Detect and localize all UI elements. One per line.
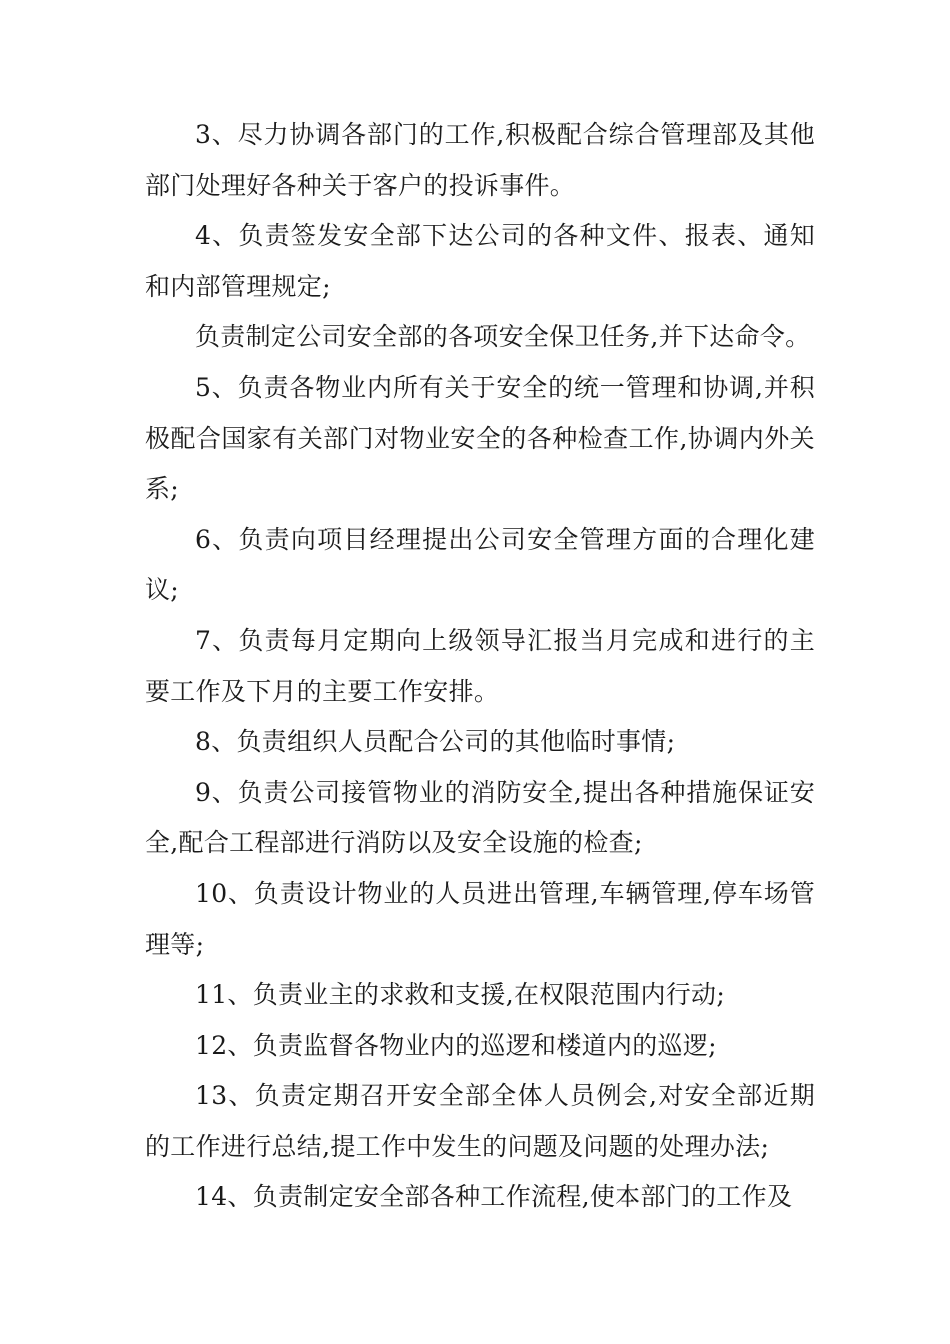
document-body — [145, 110, 815, 1223]
paragraph-item-14: 14、负责制定安全部各种工作流程,使本部门的工作及 — [195, 1182, 793, 1212]
paragraph-item-5: 5、负责各物业内所有关于安全的统一管理和协调,并积极配合国家有关部门对物业安全的各种检查工作,协调内外关系; — [145, 372, 815, 504]
paragraph-item-4: 4、负责签发安全部下达公司的各种文件、报表、通知和内部管理规定; — [145, 221, 815, 301]
paragraph-item-7: 7、负责每月定期向上级领导汇报当月完成和进行的主要工作及下月的主要工作安排。 — [145, 625, 815, 706]
paragraph-item-11: 11、负责业主的求救和支援,在权限范围内行动; — [195, 980, 726, 1010]
paragraph-unnumbered: 负责制定公司安全部的各项安全保卫任务,并下达命令。 — [195, 322, 811, 352]
paragraph-item-10: 10、负责设计物业的人员进出管理,车辆管理,停车场管理等; — [145, 878, 815, 959]
paragraph-item-6: 6、负责向项目经理提出公司安全管理方面的合理化建议; — [145, 524, 815, 605]
paragraph-item-8: 8、负责组织人员配合公司的其他临时事情; — [195, 727, 676, 757]
paragraph-item-3: 3、尽力协调各部门的工作,积极配合综合管理部及其他部门处理好各种关于客户的投诉事件。 — [145, 120, 815, 200]
paragraph-item-12: 12、负责监督各物业内的巡逻和楼道内的巡逻; — [195, 1030, 717, 1060]
paragraph-item-13: 13、负责定期召开安全部全体人员例会,对安全部近期的工作进行总结,提工作中发生的问题及问题的处理办法; — [145, 1081, 815, 1161]
paragraph-item-9: 9、负责公司接管物业的消防安全,提出各种措施保证安全,配合工程部进行消防以及安全设施的检查; — [145, 777, 815, 858]
